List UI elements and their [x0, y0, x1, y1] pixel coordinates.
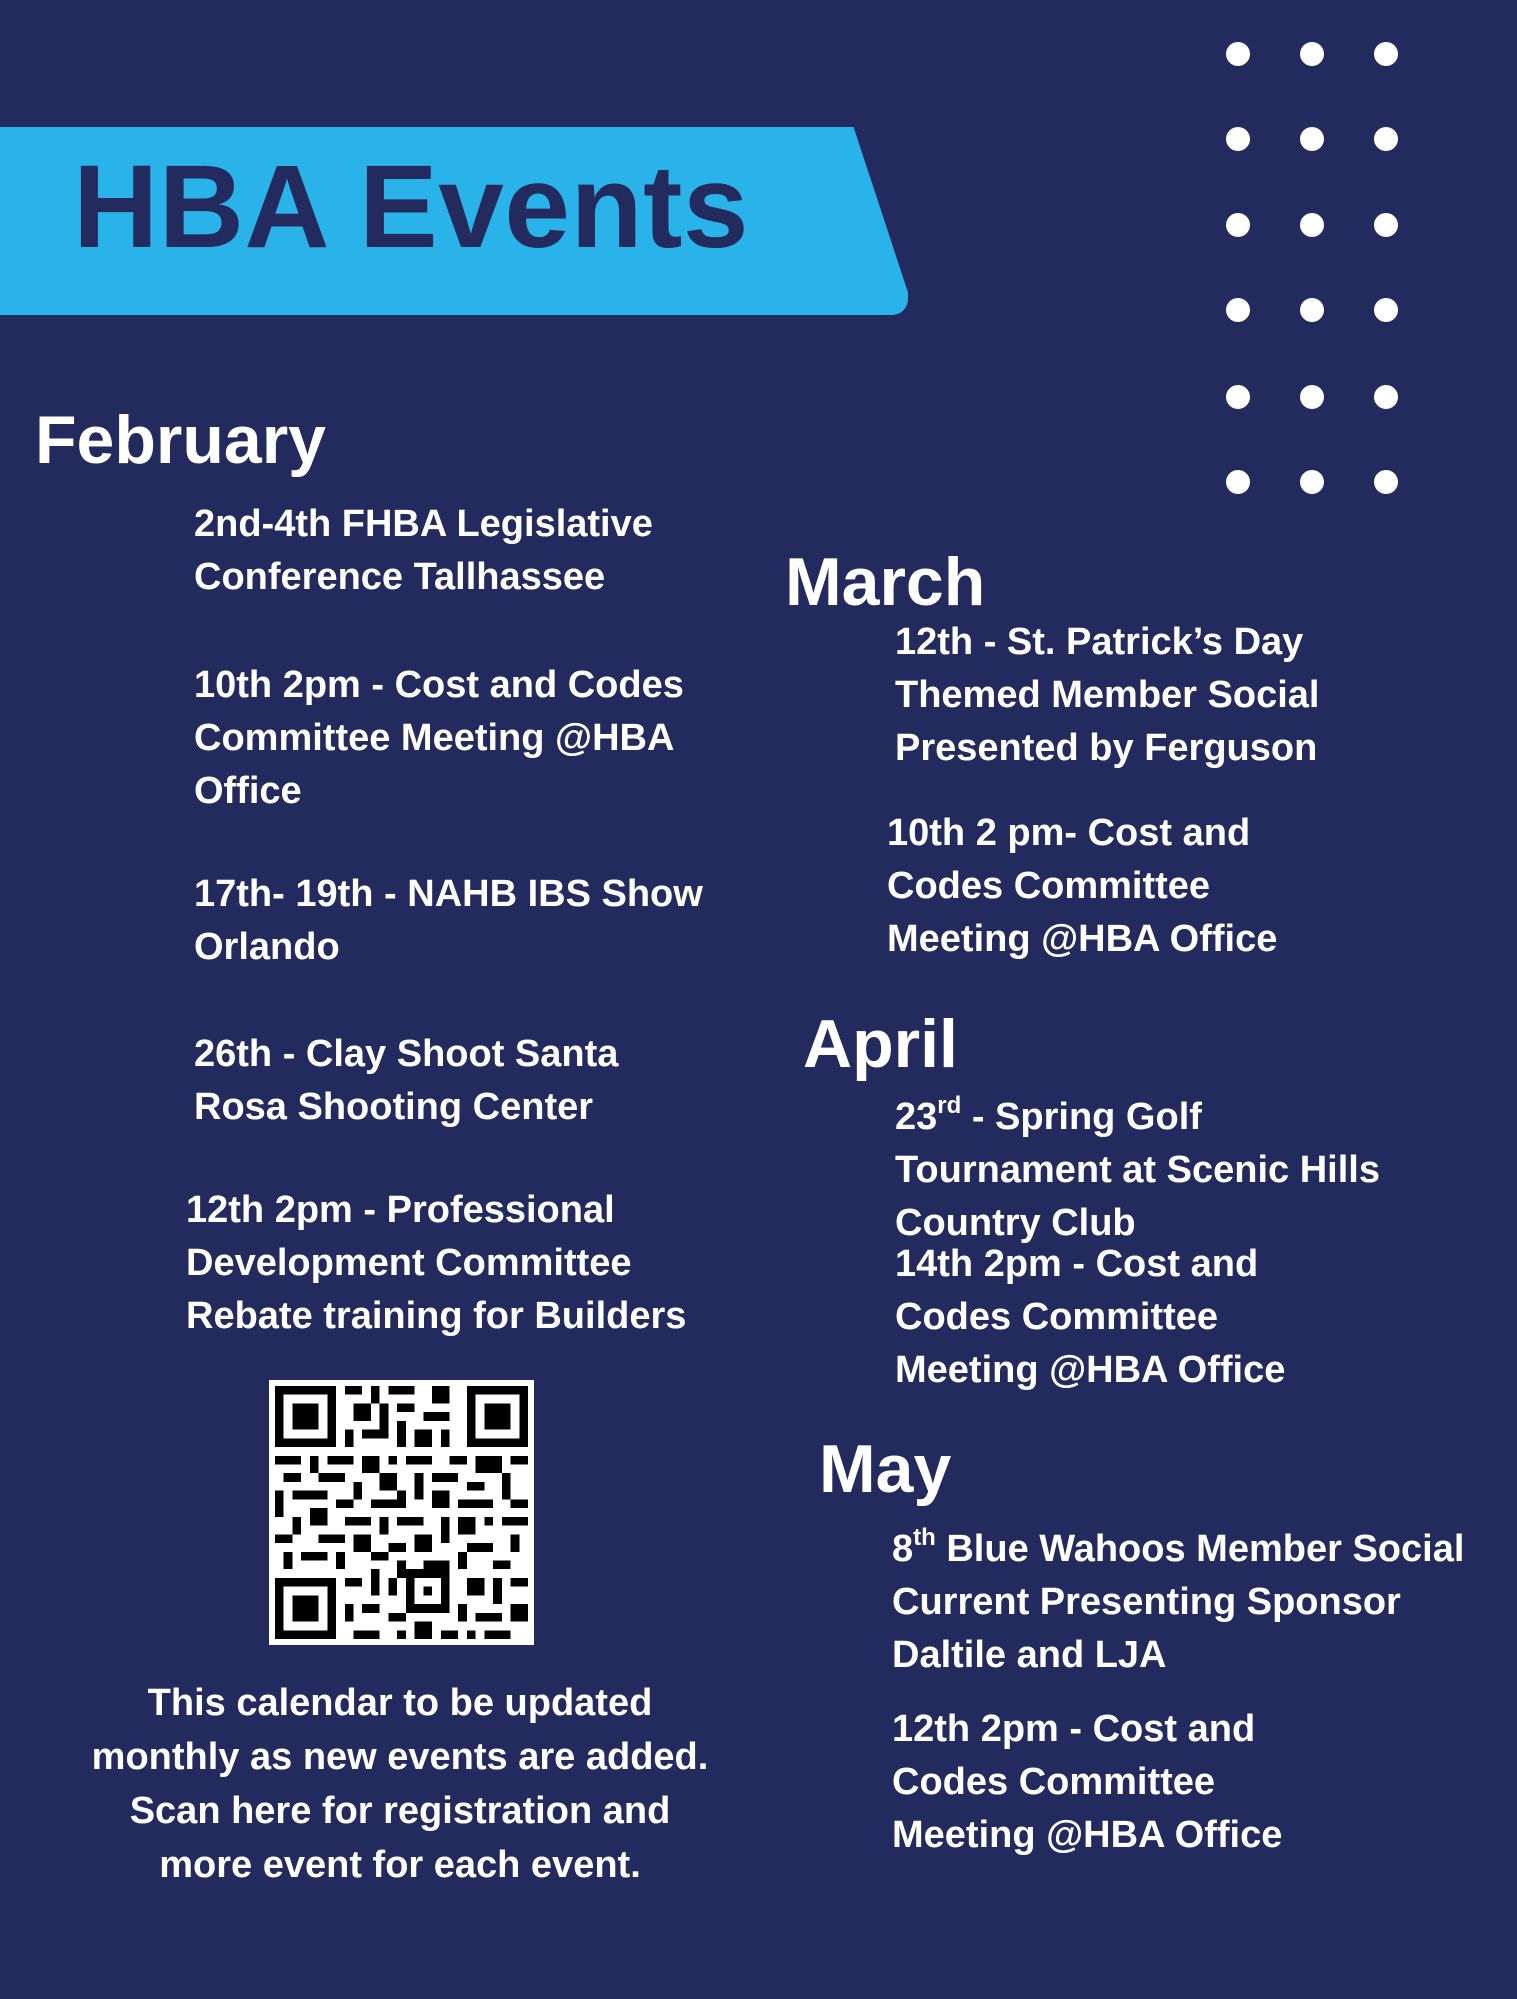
event-february-2: 10th 2pm - Cost and Codes Committee Meeting @HBA Office: [194, 664, 684, 812]
event-may-1-ordinal: th: [913, 1524, 936, 1552]
dot: [1226, 298, 1250, 322]
event-may-2: 12th 2pm - Cost and Codes Committee Meeting @HBA Office: [892, 1708, 1283, 1856]
event-may-1: [892, 1523, 1464, 1682]
event-april-1-text: - Spring Golf Tournament at Scenic Hills Country Club: [895, 1096, 1380, 1244]
event-may-1-text: Blue Wahoos Member Social Current Presenting Sponsor Daltile and LJA: [892, 1528, 1465, 1676]
dot: [1300, 385, 1324, 409]
dot: [1374, 385, 1398, 409]
month-heading-may: May: [819, 1431, 952, 1507]
event-april-2: 14th 2pm - Cost and Codes Committee Meeting @HBA Office: [895, 1243, 1286, 1391]
dot: [1226, 42, 1250, 66]
dot: [1226, 127, 1250, 151]
calendar-update-note: This calendar to be updated monthly as new events are added. Scan here for registration and more event for each event.: [91, 1682, 709, 1886]
dot: [1374, 470, 1398, 494]
dot: [1300, 298, 1324, 322]
event-march-1: 12th - St. Patrick’s Day Themed Member Social Presented by Ferguson: [895, 621, 1320, 769]
dot: [1300, 470, 1324, 494]
month-heading-march: March: [785, 544, 986, 620]
dot: [1226, 213, 1250, 237]
month-heading-february: February: [35, 402, 326, 478]
event-february-4: 26th - Clay Shoot Santa Rosa Shooting Center: [194, 1033, 619, 1128]
event-march-2: 10th 2 pm- Cost and Codes Committee Meeting @HBA Office: [887, 812, 1278, 960]
dot: [1374, 42, 1398, 66]
dot: [1374, 127, 1398, 151]
dot: [1226, 470, 1250, 494]
dot: [1300, 213, 1324, 237]
dot: [1374, 213, 1398, 237]
event-april-1-ordinal: rd: [937, 1092, 962, 1120]
dot: [1374, 298, 1398, 322]
event-february-5: 12th 2pm - Professional Development Committee Rebate training for Builders: [186, 1189, 687, 1337]
event-april-1: [895, 1091, 1380, 1250]
qr-code-graphic: [275, 1386, 528, 1639]
decorative-dot-grid: [1226, 42, 1412, 502]
event-february-1: 2nd-4th FHBA Legislative Conference Tallhassee: [194, 503, 653, 598]
event-may-1-day: 8: [892, 1528, 914, 1570]
dot: [1300, 42, 1324, 66]
qr-code-icon[interactable]: [269, 1380, 534, 1645]
month-heading-april: April: [803, 1006, 958, 1082]
event-april-1-day: 23: [895, 1096, 938, 1138]
page-title: HBA Events: [73, 141, 750, 273]
event-february-3: 17th- 19th - NAHB IBS Show Orlando: [194, 873, 703, 968]
dot: [1300, 127, 1324, 151]
dot: [1226, 385, 1250, 409]
